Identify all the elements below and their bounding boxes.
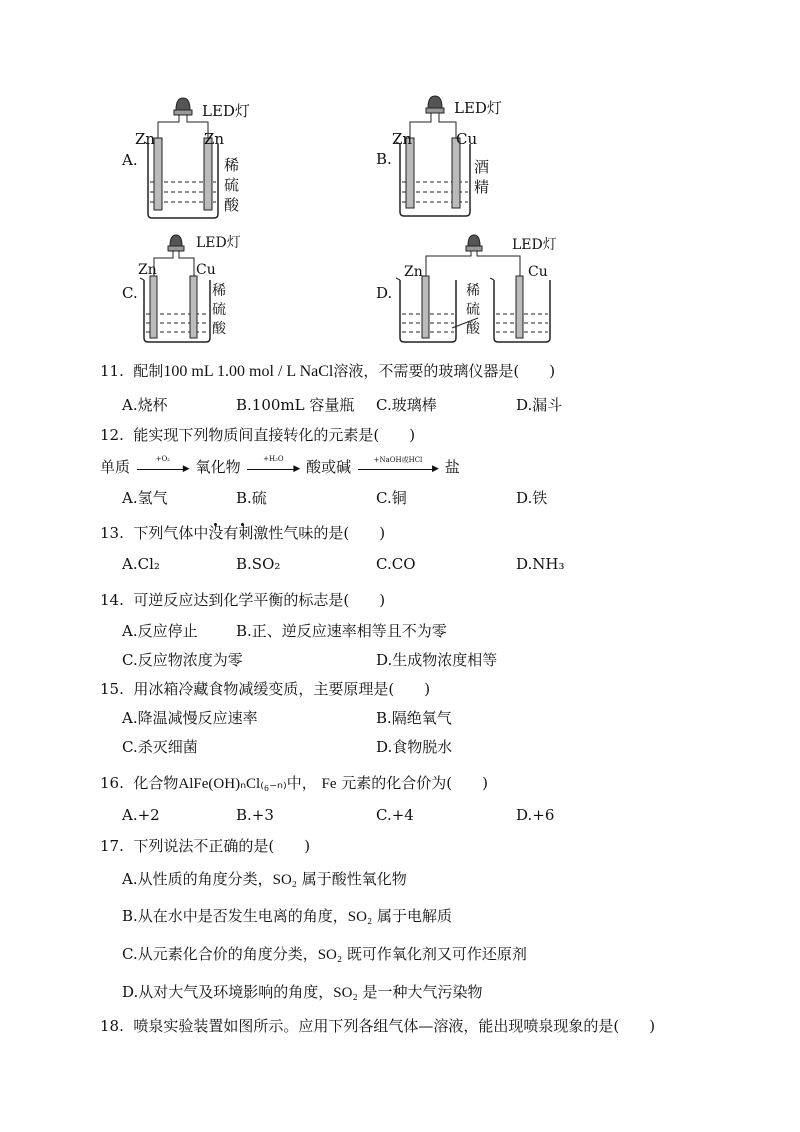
option-c[interactable]: C.铜 (376, 489, 407, 507)
option-b[interactable]: B.从在水中是否发生电离的角度，SO₂ 属于电解质 (122, 907, 452, 925)
led-label: LED灯 (202, 102, 250, 120)
figure-letter: D. (376, 284, 393, 302)
option-d[interactable]: D.漏斗 (516, 396, 563, 414)
arrow-icon: +H₂O ▶ (247, 461, 299, 475)
question-16: 16. 化合物AlFe(OH)ₙCl₍₆₋ₙ₎中， Fe 元素的化合价为( ) (100, 774, 489, 792)
option-a[interactable]: A.Cl₂ (122, 555, 160, 573)
option-b[interactable]: B.隔绝氧气 (376, 709, 452, 727)
option-b[interactable]: B.SO₂ (236, 555, 281, 573)
option-b[interactable]: B.硫 (236, 489, 267, 507)
option-a[interactable]: A.降温减慢反应速率 (122, 709, 258, 727)
question-13: 13. 下列气体中没有刺激性气味的是( ) (100, 524, 386, 542)
led-label: LED灯 (454, 99, 502, 117)
option-a[interactable]: A.从性质的角度分类，SO₂ 属于酸性氧化物 (122, 870, 407, 888)
arrow-icon: +O₂ ▶ (137, 461, 189, 475)
electrode-label-right: Zn (204, 130, 225, 148)
option-c[interactable]: C.CO (376, 555, 416, 573)
electrode-label-left: Zn (135, 130, 156, 148)
led-bulb-icon (174, 98, 192, 115)
option-a[interactable]: A.+2 (122, 806, 160, 824)
option-d[interactable]: D.铁 (516, 489, 548, 507)
option-b[interactable]: B.100mL 容量瓶 (236, 396, 355, 414)
option-c[interactable]: C.杀灭细菌 (122, 738, 198, 756)
electrode-label-right: Cu (456, 130, 478, 148)
option-d[interactable]: D.+6 (516, 806, 555, 824)
solution-label: 稀 硫 酸 (466, 283, 480, 337)
option-c[interactable]: C.+4 (376, 806, 414, 824)
figure-letter: B. (376, 150, 392, 168)
question-15: 15. 用冰箱冷藏食物减缓变质，主要原理是( ) (100, 680, 431, 698)
electrode-label-left: Zn (392, 130, 413, 148)
option-a[interactable]: A.烧杯 (122, 396, 168, 414)
option-b[interactable]: B.正、逆反应速率相等且不为零 (236, 622, 447, 640)
option-a[interactable]: A.氢气 (122, 489, 168, 507)
option-d[interactable]: D.生成物浓度相等 (376, 651, 498, 669)
electrode-label-right: Cu (528, 264, 548, 280)
question-12: 12. 能实现下列物质间直接转化的元素是( ) (100, 426, 416, 444)
led-label: LED灯 (512, 237, 557, 253)
option-a[interactable]: A.反应停止 (122, 622, 198, 640)
question-18: 18. 喷泉实验装置如图所示。应用下列各组气体—溶液，能出现喷泉现象的是( ) (100, 1017, 656, 1035)
figure-letter: A. (122, 151, 138, 169)
option-d[interactable]: D.从对大气及环境影响的角度，SO₂ 是一种大气污染物 (122, 983, 483, 1001)
option-c[interactable]: C.从元素化合价的角度分类，SO₂ 既可作氧化剂又可作还原剂 (122, 945, 527, 963)
figure-letter: C. (122, 284, 138, 302)
solution-label: 稀 硫 酸 (212, 283, 226, 337)
electrode-label-right: Cu (196, 262, 216, 278)
question-17: 17. 下列说法不正确的是( ) (100, 837, 311, 855)
option-c[interactable]: C.玻璃棒 (376, 396, 437, 414)
arrow-icon: +NaOH或HCl ▶ (358, 461, 438, 475)
question-11: 11. 配制100 mL 1.00 mol / L NaCl溶液，不需要的玻璃仪器是( ) (100, 362, 556, 380)
option-b[interactable]: B.+3 (236, 806, 274, 824)
option-d[interactable]: D.NH₃ (516, 555, 565, 573)
question-14: 14. 可逆反应达到化学平衡的标志是( ) (100, 591, 386, 609)
conversion-chain: 单质 +O₂ ▶ 氧化物 +H₂O ▶ 酸或碱 +NaOH或HCl ▶ 盐 (100, 455, 460, 476)
led-bulb-icon (426, 96, 444, 113)
electrode-label-left: Zn (404, 264, 423, 280)
led-bulb-icon (168, 235, 184, 251)
electrode-label-left: Zn (138, 262, 157, 278)
option-d[interactable]: D.食物脱水 (376, 738, 453, 756)
led-bulb-icon (466, 235, 482, 251)
led-label: LED灯 (196, 235, 241, 251)
option-c[interactable]: C.反应物浓度为零 (122, 651, 243, 669)
compound-formula: AlFe(OH)ₙCl₍₆₋ₙ₎ (178, 776, 287, 792)
solution-label: 稀 硫 酸 (224, 156, 240, 214)
solution-label: 酒 精 (474, 158, 490, 196)
